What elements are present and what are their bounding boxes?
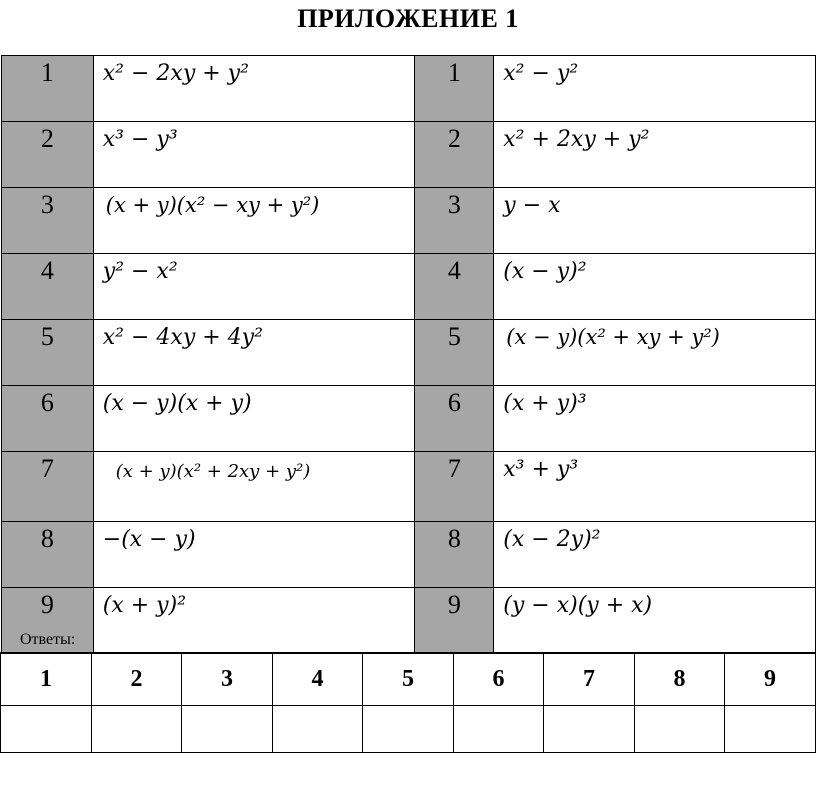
right-expression-cell: (x − 2y)² <box>494 522 816 588</box>
right-expression-cell: x² + 2xy + y² <box>494 122 816 188</box>
table-row <box>2 320 816 386</box>
left-number-cell: 2 <box>2 122 94 188</box>
table-row <box>2 56 816 122</box>
left-number-cell: 4 <box>2 254 94 320</box>
left-number-cell: 1 <box>2 56 94 122</box>
left-expression-cell: (x + y)(x² − xy + y²) <box>93 188 415 254</box>
left-number-cell: 3 <box>2 188 94 254</box>
answer-input-cell[interactable] <box>181 706 272 753</box>
left-expression-cell: y² − x² <box>93 254 415 320</box>
right-expression-cell: x³ + y³ <box>494 452 816 522</box>
table-row <box>2 386 816 452</box>
table-row <box>2 188 816 254</box>
table-row <box>2 522 816 588</box>
left-number-cell: 5 <box>2 320 94 386</box>
answer-input-cell[interactable] <box>1 706 92 753</box>
right-expression-cell: (x − y)(x² + xy + y²) <box>494 320 816 386</box>
left-expression-cell: x² − 4xy + 4y² <box>93 320 415 386</box>
answers-header-row <box>1 653 816 706</box>
answer-header-cell: 2 <box>91 653 181 706</box>
right-expression-cell: y − x <box>494 188 816 254</box>
answer-input-cell[interactable] <box>272 706 362 753</box>
answer-header-cell: 9 <box>724 653 815 706</box>
left-expression-cell: (x + y)(x² + 2xy + y²) <box>93 452 415 522</box>
right-number-cell: 4 <box>415 254 494 320</box>
right-number-cell: 5 <box>415 320 494 386</box>
right-number-cell: 6 <box>415 386 494 452</box>
right-number-cell: 3 <box>415 188 494 254</box>
right-expression-cell: x² − y² <box>494 56 816 122</box>
answer-input-cell[interactable] <box>724 706 815 753</box>
right-expression-cell: (x + y)³ <box>494 386 816 452</box>
answer-header-cell: 5 <box>362 653 453 706</box>
answers-table <box>0 652 816 753</box>
right-number-cell: 9 <box>415 588 494 654</box>
left-number-cell: 8 <box>2 522 94 588</box>
right-number-cell: 1 <box>415 56 494 122</box>
left-expression-cell: x³ − y³ <box>93 122 415 188</box>
left-expression-cell: (x + y)² <box>93 588 415 654</box>
left-expression-cell: −(x − y) <box>93 522 415 588</box>
answer-input-cell[interactable] <box>453 706 543 753</box>
left-number-cell: 7 <box>2 452 94 522</box>
table-row <box>2 452 816 522</box>
left-number-cell: 6 <box>2 386 94 452</box>
answer-header-cell: 3 <box>181 653 272 706</box>
answer-header-cell: 6 <box>453 653 543 706</box>
left-expression-cell: x² − 2xy + y² <box>93 56 415 122</box>
right-number-cell: 7 <box>415 452 494 522</box>
answer-input-cell[interactable] <box>91 706 181 753</box>
right-expression-cell: (x − y)² <box>494 254 816 320</box>
page-title: ПРИЛОЖЕНИЕ 1 <box>297 4 519 33</box>
expressions-table <box>1 55 816 654</box>
answer-input-cell[interactable] <box>362 706 453 753</box>
answer-input-cell[interactable] <box>543 706 634 753</box>
answer-header-cell: 7 <box>543 653 634 706</box>
answer-header-cell: 4 <box>272 653 362 706</box>
answer-input-cell[interactable] <box>634 706 724 753</box>
left-expression-cell: (x − y)(x + y) <box>93 386 415 452</box>
answer-header-cell: 1 <box>1 653 92 706</box>
answers-input-row <box>1 706 816 753</box>
answer-header-cell: 8 <box>634 653 724 706</box>
left-number-cell: 9 <box>2 588 94 654</box>
right-number-cell: 8 <box>415 522 494 588</box>
table-row <box>2 254 816 320</box>
right-number-cell: 2 <box>415 122 494 188</box>
right-expression-cell: (y − x)(y + x) <box>494 588 816 654</box>
answers-label: Ответы: <box>20 631 76 648</box>
table-row <box>2 588 816 654</box>
table-row <box>2 122 816 188</box>
